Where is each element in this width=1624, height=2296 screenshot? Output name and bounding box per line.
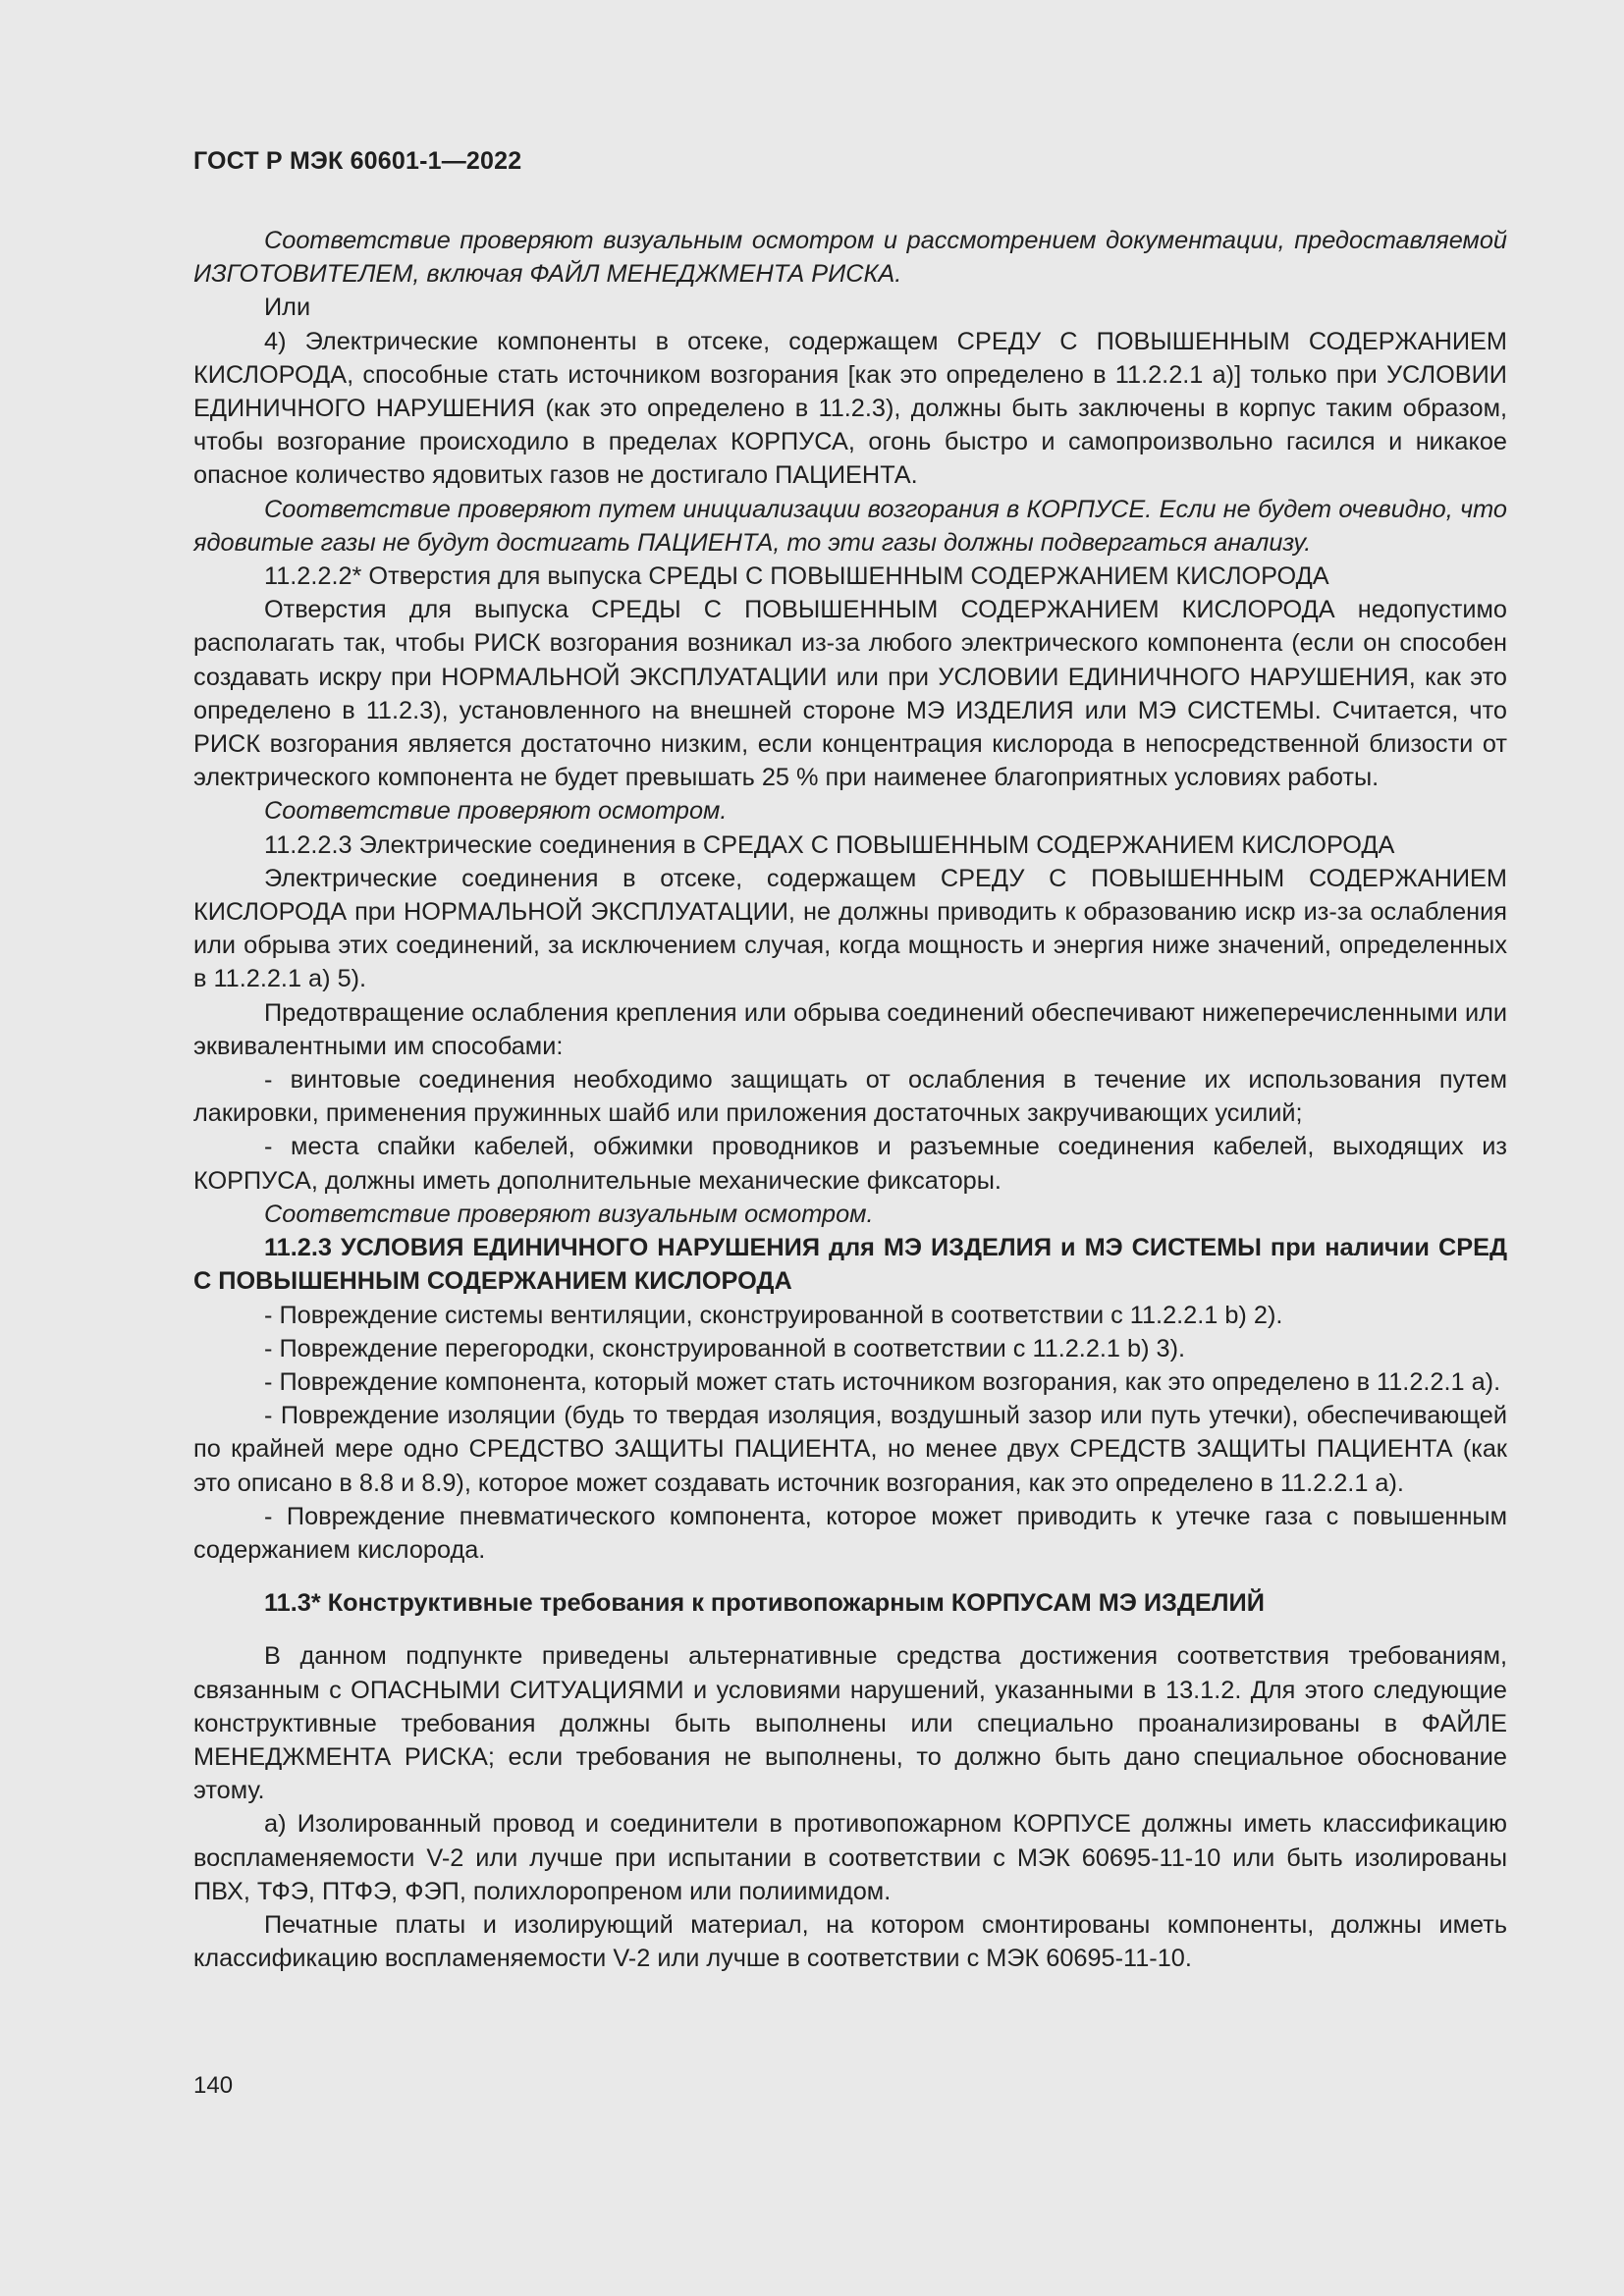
list-item-insulation: - Повреждение изоляции (будь то твердая изоляция, воздушный зазор или путь утечки), обеспечивающей по крайней мере одно СРЕДСТВО ЗАЩИТЫ ПАЦИЕНТА, но менее двух СРЕДСТВ ЗАЩИТЫ ПАЦИЕНТА (как это описано в 8.8 и 8.9), которое может создавать источник возгорания, как это определено в 11.2.2.1 а). [193,1402,1507,1497]
paragraph-compliance-ignition: Соответствие проверяют путем инициализации возгорания в КОРПУСЕ. Если не будет очевидно, что ядовитые газы не будут достигать ПАЦИЕНТА, то эти газы должны подвергаться анализу. [193,495,1507,557]
paragraph-pcb: Печатные платы и изолирующий материал, на котором смонтированы компоненты, должны иметь классификацию воспламеняемости V-2 или лучше в соответствии с МЭК 60695-11-10. [193,1910,1507,1973]
paragraph-or: Или [264,294,311,322]
paragraph-compliance-visual: Соответствие проверяют визуальным осмотром. [264,1200,874,1228]
list-item-cable-joints: - места спайки кабелей, обжимки проводников и разъемные соединения кабелей, выходящих из КОРПУСА, должны иметь дополнительные механические фиксаторы. [193,1133,1507,1195]
document-body [193,224,1507,1975]
paragraph-alternatives: В данном подпункте приведены альтернативные средства достижения соответствия требованиям, связанным с ОПАСНЫМИ СИТУАЦИЯМИ и условиями нарушений, указанными в 13.1.2. Для этого следующие конструктивные требования должны быть выполнены или специально проанализированы в ФАЙЛЕ МЕНЕДЖМЕНТА РИСКА; если требования не выполнены, то должно быть дано специальное обоснование этому. [193,1642,1507,1805]
paragraph-prevention: Предотвращение ослабления крепления или обрыва соединений обеспечивают нижеперечисленными или эквивалентными им способами: [193,998,1507,1060]
list-item-ventilation: - Повреждение системы вентиляции, сконструированной в соответствии с 11.2.2.1 b) 2). [264,1301,1283,1329]
paragraph-outlets: Отверстия для выпуска СРЕДЫ С ПОВЫШЕННЫМ СОДЕРЖАНИЕМ КИСЛОРОДА недопустимо располагать так, чтобы РИСК возгорания возникал из-за любого электрического компонента (если он способен создавать искру при НОРМАЛЬНОЙ ЭКСПЛУАТАЦИИ или при УСЛОВИИ ЕДИНИЧНОГО НАРУШЕНИЯ, как это определено в 11.2.3), установленного на внешней стороне МЭ ИЗДЕЛИЯ или МЭ СИСТЕМЫ. Считается, что РИСК возгорания является достаточно низким, если концентрация кислорода в непосредственной близости от электрического компонента не будет превышать 25 % при наименее благоприятных условиях работы. [193,596,1507,792]
paragraph-item-a: а) Изолированный провод и соединители в противопожарном КОРПУСЕ должны иметь классификацию воспламеняемости V-2 или лучше при испытании в соответствии с МЭК 60695-11-10 или быть изолированы ПВХ, ТФЭ, ПТФЭ, ФЭП, полихлоропреном или полиимидом. [193,1810,1507,1905]
clause-11-2-3-title: 11.2.3 УСЛОВИЯ ЕДИНИЧНОГО НАРУШЕНИЯ для МЭ ИЗДЕЛИЯ и МЭ СИСТЕМЫ при наличии СРЕД С ПОВЫШЕННЫМ СОДЕРЖАНИЕМ КИСЛОРОДА [193,1234,1507,1296]
clause-11-2-2-2-title: 11.2.2.2* Отверстия для выпуска СРЕДЫ С ПОВЫШЕННЫМ СОДЕРЖАНИЕМ КИСЛОРОДА [264,562,1329,591]
list-item-component: - Повреждение компонента, который может стать источником возгорания, как это определено в 11.2.2.1 а). [264,1367,1501,1396]
standard-header: ГОСТ Р МЭК 60601-1—2022 [193,147,522,175]
paragraph-compliance-inspection: Соответствие проверяют осмотром. [264,797,728,826]
clause-11-3-title: 11.3* Конструктивные требования к противопожарным КОРПУСАМ МЭ ИЗДЕЛИЙ [264,1589,1265,1618]
list-item-partition: - Повреждение перегородки, сконструированной в соответствии с 11.2.2.1 b) 3). [264,1334,1186,1362]
list-item-screw-connections: - винтовые соединения необходимо защищать от ослабления в течение их использования путем лакировки, применения пружинных шайб или приложения достаточных закручивающих усилий; [193,1066,1507,1128]
clause-11-2-2-3-title: 11.2.2.3 Электрические соединения в СРЕДАХ С ПОВЫШЕННЫМ СОДЕРЖАНИЕМ КИСЛОРОДА [264,830,1395,859]
list-item-pneumatic: - Повреждение пневматического компонента, которое может приводить к утечке газа с повышенным содержанием кислорода. [193,1502,1507,1564]
paragraph-connections: Электрические соединения в отсеке, содержащем СРЕДУ С ПОВЫШЕННЫМ СОДЕРЖАНИЕМ КИСЛОРОДА при НОРМАЛЬНОЙ ЭКСПЛУАТАЦИИ, не должны приводить к образованию искр из-за ослабления или обрыва этих соединений, за исключением случая, когда мощность и энергия ниже значений, определенных в 11.2.2.1 а) 5). [193,864,1507,993]
paragraph-compliance-docs: Соответствие проверяют визуальным осмотром и рассмотрением документации, предоставляемой ИЗГОТОВИТЕЛЕМ, включая ФАЙЛ МЕНЕДЖМЕНТА РИСКА. [193,227,1507,289]
page-number: 140 [193,2072,234,2099]
paragraph-item-4: 4) Электрические компоненты в отсеке, содержащем СРЕДУ С ПОВЫШЕННЫМ СОДЕРЖАНИЕМ КИСЛОРОДА, способные стать источником возгорания [как это определено в 11.2.2.1 а)] только при УСЛОВИИ ЕДИНИЧНОГО НАРУШЕНИЯ (как это определено в 11.2.3), должны быть заключены в корпус таким образом, чтобы возгорание происходило в пределах КОРПУСА, огонь быстро и самопроизвольно гасился и никакое опасное количество ядовитых газов не достигало ПАЦИЕНТА. [193,327,1507,490]
